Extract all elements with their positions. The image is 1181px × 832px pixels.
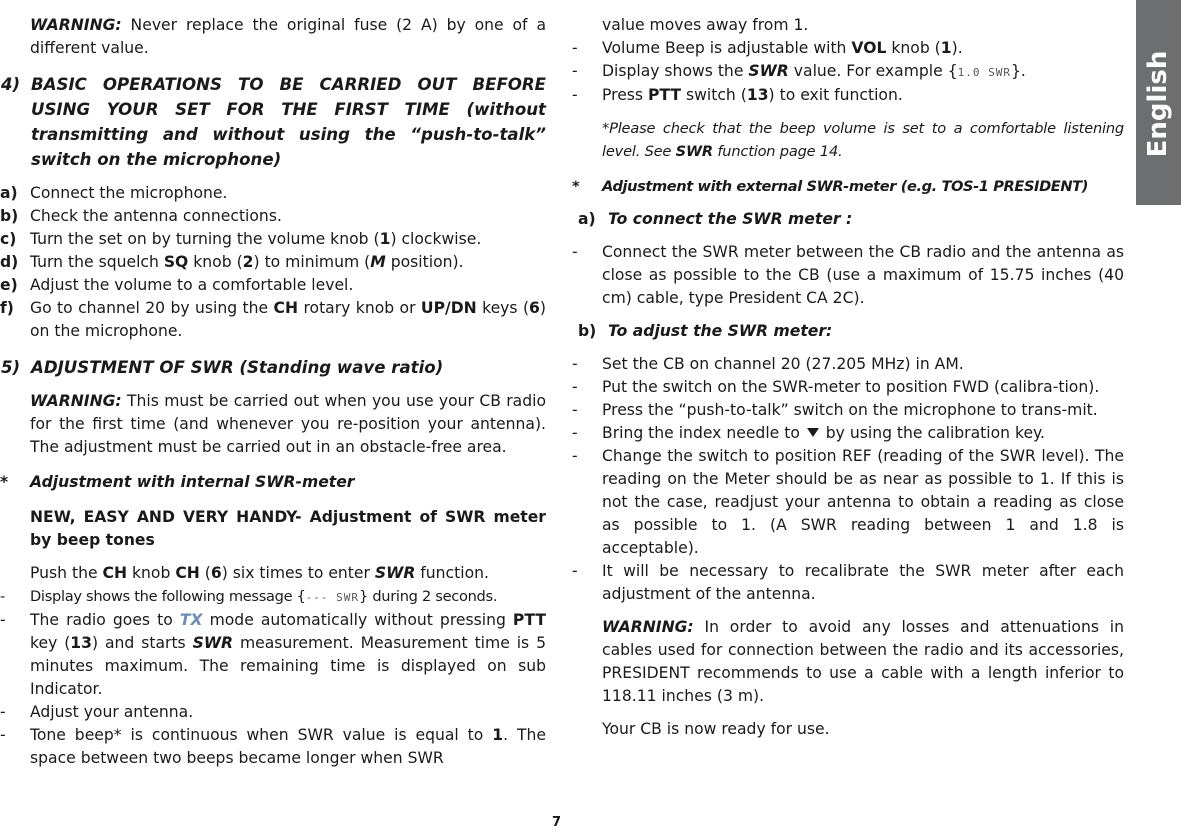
down-triangle-icon	[807, 428, 819, 437]
display-message-bullet: - Display shows the following message {--- SWR} during 2 seconds.	[6, 585, 546, 609]
step-f: f) Go to channel 20 by using the CH rotary knob or UP/DN keys (6) on the microphone.	[0, 299, 546, 340]
language-tab	[1136, 0, 1181, 205]
set-channel-bullet: - Set the CB on channel 20 (27.205 MHz) in AM.	[578, 353, 1124, 376]
warning-label: WARNING:	[30, 392, 122, 410]
step-b: b) Check the antenna connections.	[0, 207, 282, 225]
step-d: d) Turn the squelch SQ knob (2) to minimum (M position).	[0, 253, 464, 271]
connect-meter-bullet: - Connect the SWR meter between the CB radio and the antenna as close as possible to the CB (use a maximum of 15.75 inches (40 cm) cable, type President CA 2C).	[578, 241, 1124, 310]
lcd-readout: 1.0 SWR	[957, 66, 1011, 79]
ref-switch-bullet: - Change the switch to position REF (reading of the SWR level). The reading on the Meter should be as near as possible to 1. If this is not the case, readjust your antenna to obtain a reading as close as possible to 1. (A SWR reading between 1 and 1.8 is acceptable).	[578, 445, 1124, 560]
press-talk-bullet: - Press the “push-to-talk” switch on the microphone to trans-mit.	[578, 399, 1124, 422]
steps-list	[0, 182, 546, 343]
adjust-meter-heading: b) To adjust the SWR meter:	[578, 322, 833, 340]
ready-statement: Your CB is now ready for use.	[602, 720, 830, 738]
recalibrate-bullet: - It will be necessary to recalibrate the SWR meter after each adjustment of the antenna.	[578, 560, 1124, 606]
index-needle-bullet: - Bring the index needle to by using the calibration key.	[578, 422, 1124, 445]
fuse-warning: WARNING: Never replace the original fuse (2 A) by one of a different value.	[30, 16, 546, 57]
step-e: e) Adjust the volume to a comfortable level.	[0, 276, 354, 294]
push-ch-instruction: Push the CH knob CH (6) six times to enter SWR function.	[30, 564, 489, 582]
step-c: c) Turn the set on by turning the volume knob (1) clockwise.	[0, 230, 482, 248]
warning-label: WARNING:	[602, 618, 694, 636]
internal-meter-heading: * Adjustment with internal SWR-meter	[0, 473, 355, 491]
cable-warning: WARNING: In order to avoid any losses and attenuations in cables used for connection between the radio and its accessories, PRESIDENT recommends to use a cable with a length inferior to 118.11 inches (3 m).	[602, 618, 1124, 705]
page-number: 7	[552, 815, 562, 830]
tone-beep-bullet: - Tone beep* is continuous when SWR value is equal to 1. The space between two beeps became longer when SWR	[6, 724, 546, 770]
right-column	[572, 14, 1124, 741]
volume-beep-bullet: - Volume Beep is adjustable with VOL knob (1).	[578, 37, 1124, 60]
adjust-antenna-bullet: - Adjust your antenna.	[6, 701, 546, 724]
tx-mode-bullet: - The radio goes to TX mode automatically without pressing PTT key (13) and starts SWR measurement. Measurement time is 5 minutes maximum. The remaining time is displayed on sub Indicator.	[6, 609, 546, 701]
tone-beep-continuation: value moves away from 1.	[602, 16, 809, 34]
language-tab-label: English	[1143, 50, 1173, 158]
warning-label: WARNING:	[30, 16, 122, 34]
lcd-readout: --- SWR	[305, 591, 359, 604]
fwd-switch-bullet: - Put the switch on the SWR-meter to position FWD (calibra-tion).	[578, 376, 1124, 399]
section-4-heading: 4) BASIC OPERATIONS TO BE CARRIED OUT BEFORE USING YOUR SET FOR THE FIRST TIME (without transmitting and without using the “push-to-talk” switch on the microphone)	[1, 75, 546, 169]
left-column	[0, 14, 546, 770]
beep-adjust-heading: NEW, EASY AND VERY HANDY- Adjustment of SWR meter by beep tones	[30, 508, 546, 549]
connect-meter-heading: a) To connect the SWR meter :	[578, 210, 853, 228]
section-5-heading: 5) ADJUSTMENT OF SWR (Standing wave ratio)	[1, 358, 444, 377]
press-ptt-bullet: - Press PTT switch (13) to exit function.	[578, 84, 1124, 107]
step-a: a) Connect the microphone.	[0, 184, 228, 202]
swr-warning: WARNING: This must be carried out when you use your CB radio for the first time (and whenever you re-position your antenna). The adjustment must be carried out in an obstacle-free area.	[30, 392, 546, 456]
beep-volume-note: *Please check that the beep volume is set to a comfortable listening level. See SWR function page 14.	[602, 120, 1124, 160]
display-swr-bullet: - Display shows the SWR value. For example {1.0 SWR}.	[578, 60, 1124, 84]
external-meter-heading: * Adjustment with external SWR-meter (e.g. TOS-1 PRESIDENT)	[572, 178, 1089, 195]
